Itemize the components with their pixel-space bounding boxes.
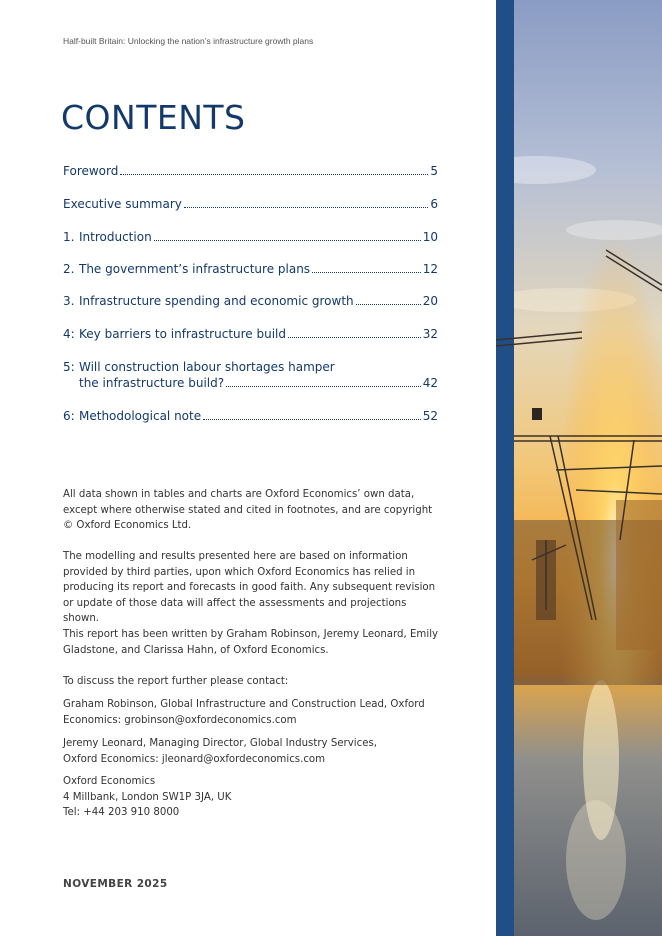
- toc-page-number: 52: [422, 409, 438, 423]
- toc-item-label: Infrastructure spending and economic growth: [79, 294, 354, 308]
- toc-item-label: Introduction: [79, 230, 152, 244]
- toc-leader-dots: [226, 385, 421, 387]
- contact-intro: To discuss the report further please contact:: [63, 676, 289, 687]
- toc-item-label: The government’s infrastructure plans: [79, 262, 311, 276]
- authors-note: This report has been written by Graham Robinson, Jeremy Leonard, Emily Gladstone, and Clarissa Hahn, of Oxford Economics.: [63, 629, 439, 656]
- toc-leader-dots: [120, 173, 428, 175]
- photo-illustration: [496, 0, 662, 936]
- copyright-note: All data shown in tables and charts are Oxford Economics’ own data, except where otherwise stated and cited in footnotes, and are copyright © Oxford Economics Ltd.: [63, 489, 433, 532]
- toc-leader-dots: [154, 239, 421, 241]
- toc-item-number: 3.: [63, 294, 75, 308]
- page-title: CONTENTS: [61, 98, 246, 137]
- toc-item-spending-growth[interactable]: [63, 294, 438, 308]
- crane-cab: [532, 408, 542, 420]
- toc-leader-dots: [203, 418, 421, 420]
- address-line: Tel: +44 203 910 8000: [63, 807, 180, 819]
- toc-page-number: 42: [422, 376, 438, 390]
- toc-item-labour-shortages-line2[interactable]: [63, 376, 438, 390]
- toc-page-number: 5: [430, 164, 438, 178]
- running-title: Half-built Britain: Unlocking the nation’s infrastructure growth plans: [63, 36, 314, 46]
- toc-item-label: Will construction labour shortages hamper: [79, 360, 335, 374]
- toc-page-number: 20: [422, 294, 438, 308]
- toc-item-foreword[interactable]: [63, 164, 438, 178]
- toc-leader-dots: [184, 206, 428, 208]
- toc-item-label: Key barriers to infrastructure build: [79, 327, 287, 341]
- toc-leader-dots: [356, 303, 421, 305]
- address-line: 4 Millbank, London SW1P 3JA, UK: [63, 791, 232, 803]
- toc-leader-dots: [288, 336, 421, 338]
- toc-item-number: 1.: [63, 230, 75, 244]
- toc-item-key-barriers[interactable]: [63, 327, 438, 341]
- toc-item-label: Foreword: [63, 164, 119, 178]
- contact-jeremy-leonard: [63, 736, 443, 767]
- address-line: Oxford Economics: [63, 776, 156, 787]
- toc-item-number: 2.: [63, 262, 75, 276]
- toc-page-number: 6: [430, 197, 438, 211]
- address-block: [63, 774, 443, 821]
- contact-line: Jeremy Leonard, Managing Director, Global Industry Services,: [63, 738, 378, 749]
- modelling-note: The modelling and results presented here are based on information provided by third parties, upon which Oxford Economics has relied in producing its report and forecasts in good faith. Any subsequent revision or update of those data will affect the assessments and projections shown.: [63, 551, 436, 625]
- toc-item-number: 6:: [63, 409, 75, 423]
- toc-leader-dots: [312, 271, 421, 273]
- toc-page-number: 32: [422, 327, 438, 341]
- publication-date: NOVEMBER 2025: [63, 878, 168, 890]
- toc-item-introduction[interactable]: [63, 230, 438, 244]
- toc-item-labour-shortages-line1[interactable]: [63, 360, 335, 374]
- toc-item-number: 5:: [63, 360, 75, 374]
- toc-item-label-continued: the infrastructure build?: [79, 376, 225, 390]
- toc-page-number: 10: [422, 230, 438, 244]
- toc-item-government-plans[interactable]: [63, 262, 438, 276]
- toc-page-number: 12: [422, 262, 438, 276]
- contact-graham-robinson: Graham Robinson, Global Infrastructure and Construction Lead, Oxford Economics: grobinson@oxfordeconomics.com: [63, 699, 425, 726]
- toc-item-label: Methodological note: [79, 409, 202, 423]
- toc-item-methodological-note[interactable]: [63, 409, 438, 423]
- cover-photo-construction-cranes: [496, 0, 662, 936]
- toc-item-label: Executive summary: [63, 197, 182, 211]
- contact-line: Oxford Economics: jleonard@oxfordeconomics.com: [63, 753, 326, 765]
- blue-side-strip: [496, 0, 514, 936]
- sun-reflection: [566, 800, 626, 920]
- toc-item-executive-summary[interactable]: [63, 197, 438, 211]
- toc-item-number: 4:: [63, 327, 75, 341]
